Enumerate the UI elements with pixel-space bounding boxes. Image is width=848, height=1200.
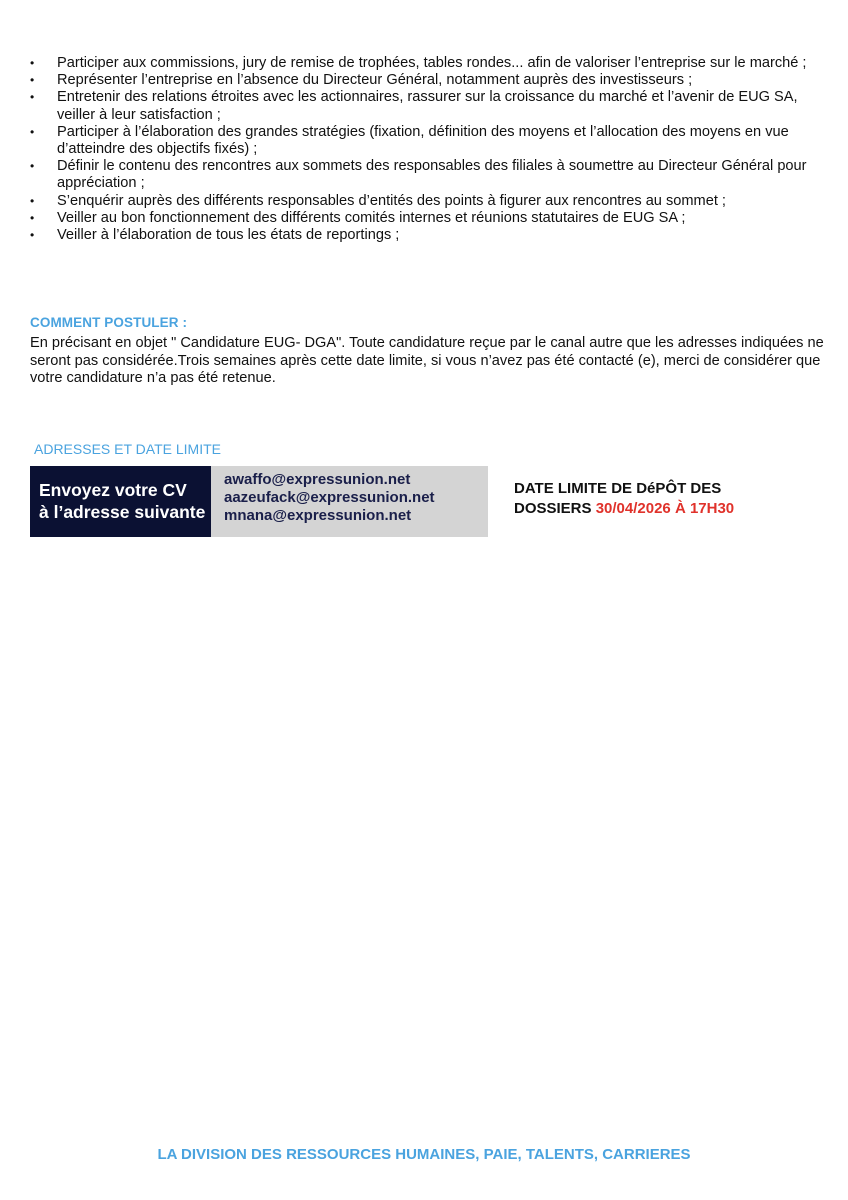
list-item: • Définir le contenu des rencontres aux sommets des responsables des filiales à soumettre au Directeur Général pour appréciation ; [30, 158, 807, 192]
bullet-icon: • [30, 124, 35, 139]
list-item: • Participer à l’élaboration des grandes stratégies (fixation, définition des moyens et l’allocation des moyens en vue d’atteindre des objectifs fixés) ; [30, 123, 789, 158]
bullet-icon: • [30, 210, 35, 225]
bullet-icon: • [30, 228, 35, 243]
deadline-date: 30/04/2026 À 17H30 [595, 500, 735, 517]
apply-section-title: COMMENT POSTULER : [30, 315, 188, 330]
list-item: • Entretenir des relations étroites avec les actionnaires, rassurer sur la croissance du marché et l’avenir de EUG SA, veiller à leur satisfaction ; [30, 89, 798, 123]
email-address[interactable]: aazeufack@expressunion.net [224, 489, 435, 506]
list-item: • Veiller à l’élaboration de tous les états de reportings ; [30, 227, 400, 244]
apply-instructions: En précisant en objet " Candidature EUG- DGA". Toute candidature reçue par le canal autre que les adresses indiquées ne seront pas considérée.Trois semaines après cette date limite, si vous n’avez pas été contacté (e), merci de considérer que votre candidature n’a pas été retenue. [30, 335, 824, 387]
email-list [211, 466, 488, 537]
cv-label [30, 466, 211, 537]
cv-submission-box [30, 466, 488, 537]
addresses-section-title: ADRESSES ET DATE LIMITE [34, 441, 221, 457]
responsibilities-list [30, 55, 830, 244]
bullet-icon: • [30, 73, 35, 88]
email-address[interactable]: mnana@expressunion.net [224, 507, 412, 524]
email-address[interactable]: awaffo@expressunion.net [224, 471, 411, 488]
bullet-icon: • [30, 159, 35, 174]
cv-label-line1: Envoyez votre CV [39, 480, 187, 500]
deadline-block [514, 479, 834, 519]
list-item: • Veiller au bon fonctionnement des différents comités internes et réunions statutaires de EUG SA ; [30, 209, 686, 226]
bullet-icon: • [30, 56, 35, 70]
list-item: • Représenter l’entreprise en l’absence du Directeur Général, notamment auprès des investisseurs ; [30, 72, 693, 89]
list-item: • S’enquérir auprès des différents responsables d’entités des points à figurer aux rencontres au sommet ; [30, 192, 726, 209]
deadline-label-line2: DOSSIERS 30/04/2026 À 17H30 [514, 500, 735, 517]
list-item: • Participer aux commissions, jury de remise de trophées, tables rondes... afin de valoriser l’entreprise sur le marché ; [30, 55, 807, 71]
footer-division: LA DIVISION DES RESSOURCES HUMAINES, PAIE, TALENTS, CARRIERES [157, 1146, 691, 1163]
cv-label-line2: à l’adresse suivante [39, 502, 206, 522]
bullet-icon: • [30, 90, 35, 105]
bullet-icon: • [30, 193, 35, 208]
deadline-label-line1: DATE LIMITE DE DéPÔT DES [514, 480, 722, 497]
